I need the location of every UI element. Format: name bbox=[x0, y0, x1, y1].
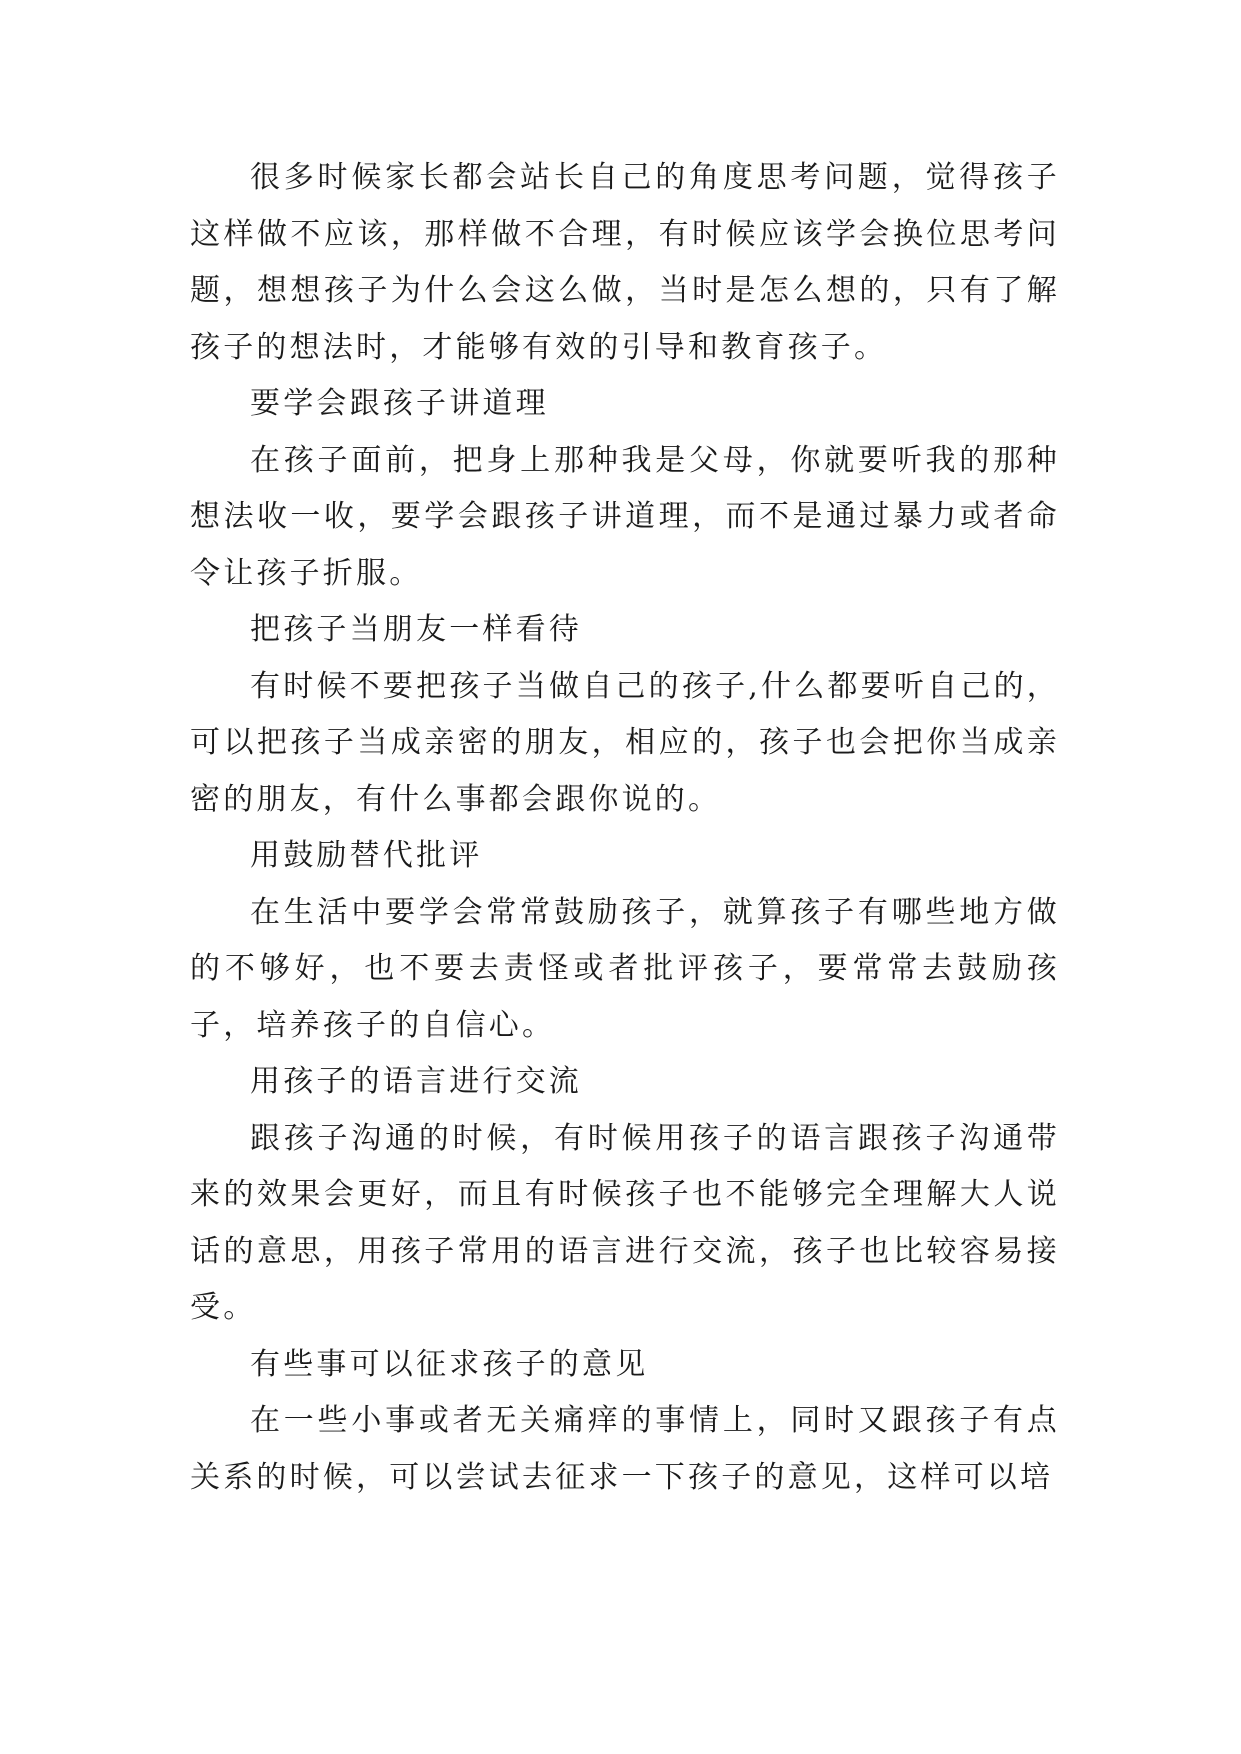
section-heading-reasoning: 要学会跟孩子讲道理 bbox=[250, 386, 549, 421]
paragraph-intro: 很多时候家长都会站长自己的角度思考问题，觉得孩子这样做不应该，那样做不合理，有时候应该学会换位思考问题，想想孩子为什么会这么做，当时是怎么想的，只有了解孩子的想法时，才能够有效的引导和教育孩子。 bbox=[190, 160, 1060, 365]
section-heading-language: 用孩子的语言进行交流 bbox=[250, 1064, 582, 1099]
section-heading-friend: 把孩子当朋友一样看待 bbox=[250, 612, 582, 647]
section-heading-encourage: 用鼓励替代批评 bbox=[250, 838, 483, 873]
paragraph-language: 跟孩子沟通的时候，有时候用孩子的语言跟孩子沟通带来的效果会更好，而且有时候孩子也不能够完全理解大人说话的意思，用孩子常用的语言进行交流，孩子也比较容易接受。 bbox=[190, 1120, 1060, 1325]
section-heading-opinion: 有些事可以征求孩子的意见 bbox=[250, 1346, 649, 1382]
document-body bbox=[190, 150, 1060, 1506]
paragraph-friend: 有时候不要把孩子当做自己的孩子,什么都要听自己的，可以把孩子当成亲密的朋友，相应的，孩子也会把你当成亲密的朋友，有什么事都会跟你说的。 bbox=[190, 668, 1060, 817]
paragraph-reasoning: 在孩子面前，把身上那种我是父母，你就要听我的那种想法收一收，要学会跟孩子讲道理，而不是通过暴力或者命令让孩子折服。 bbox=[190, 442, 1060, 591]
paragraph-encourage: 在生活中要学会常常鼓励孩子，就算孩子有哪些地方做的不够好，也不要去责怪或者批评孩子，要常常去鼓励孩子，培养孩子的自信心。 bbox=[190, 894, 1060, 1043]
paragraph-opinion: 在一些小事或者无关痛痒的事情上，同时又跟孩子有点关系的时候，可以尝试去征求一下孩子的意见，这样可以培 bbox=[190, 1403, 1060, 1495]
